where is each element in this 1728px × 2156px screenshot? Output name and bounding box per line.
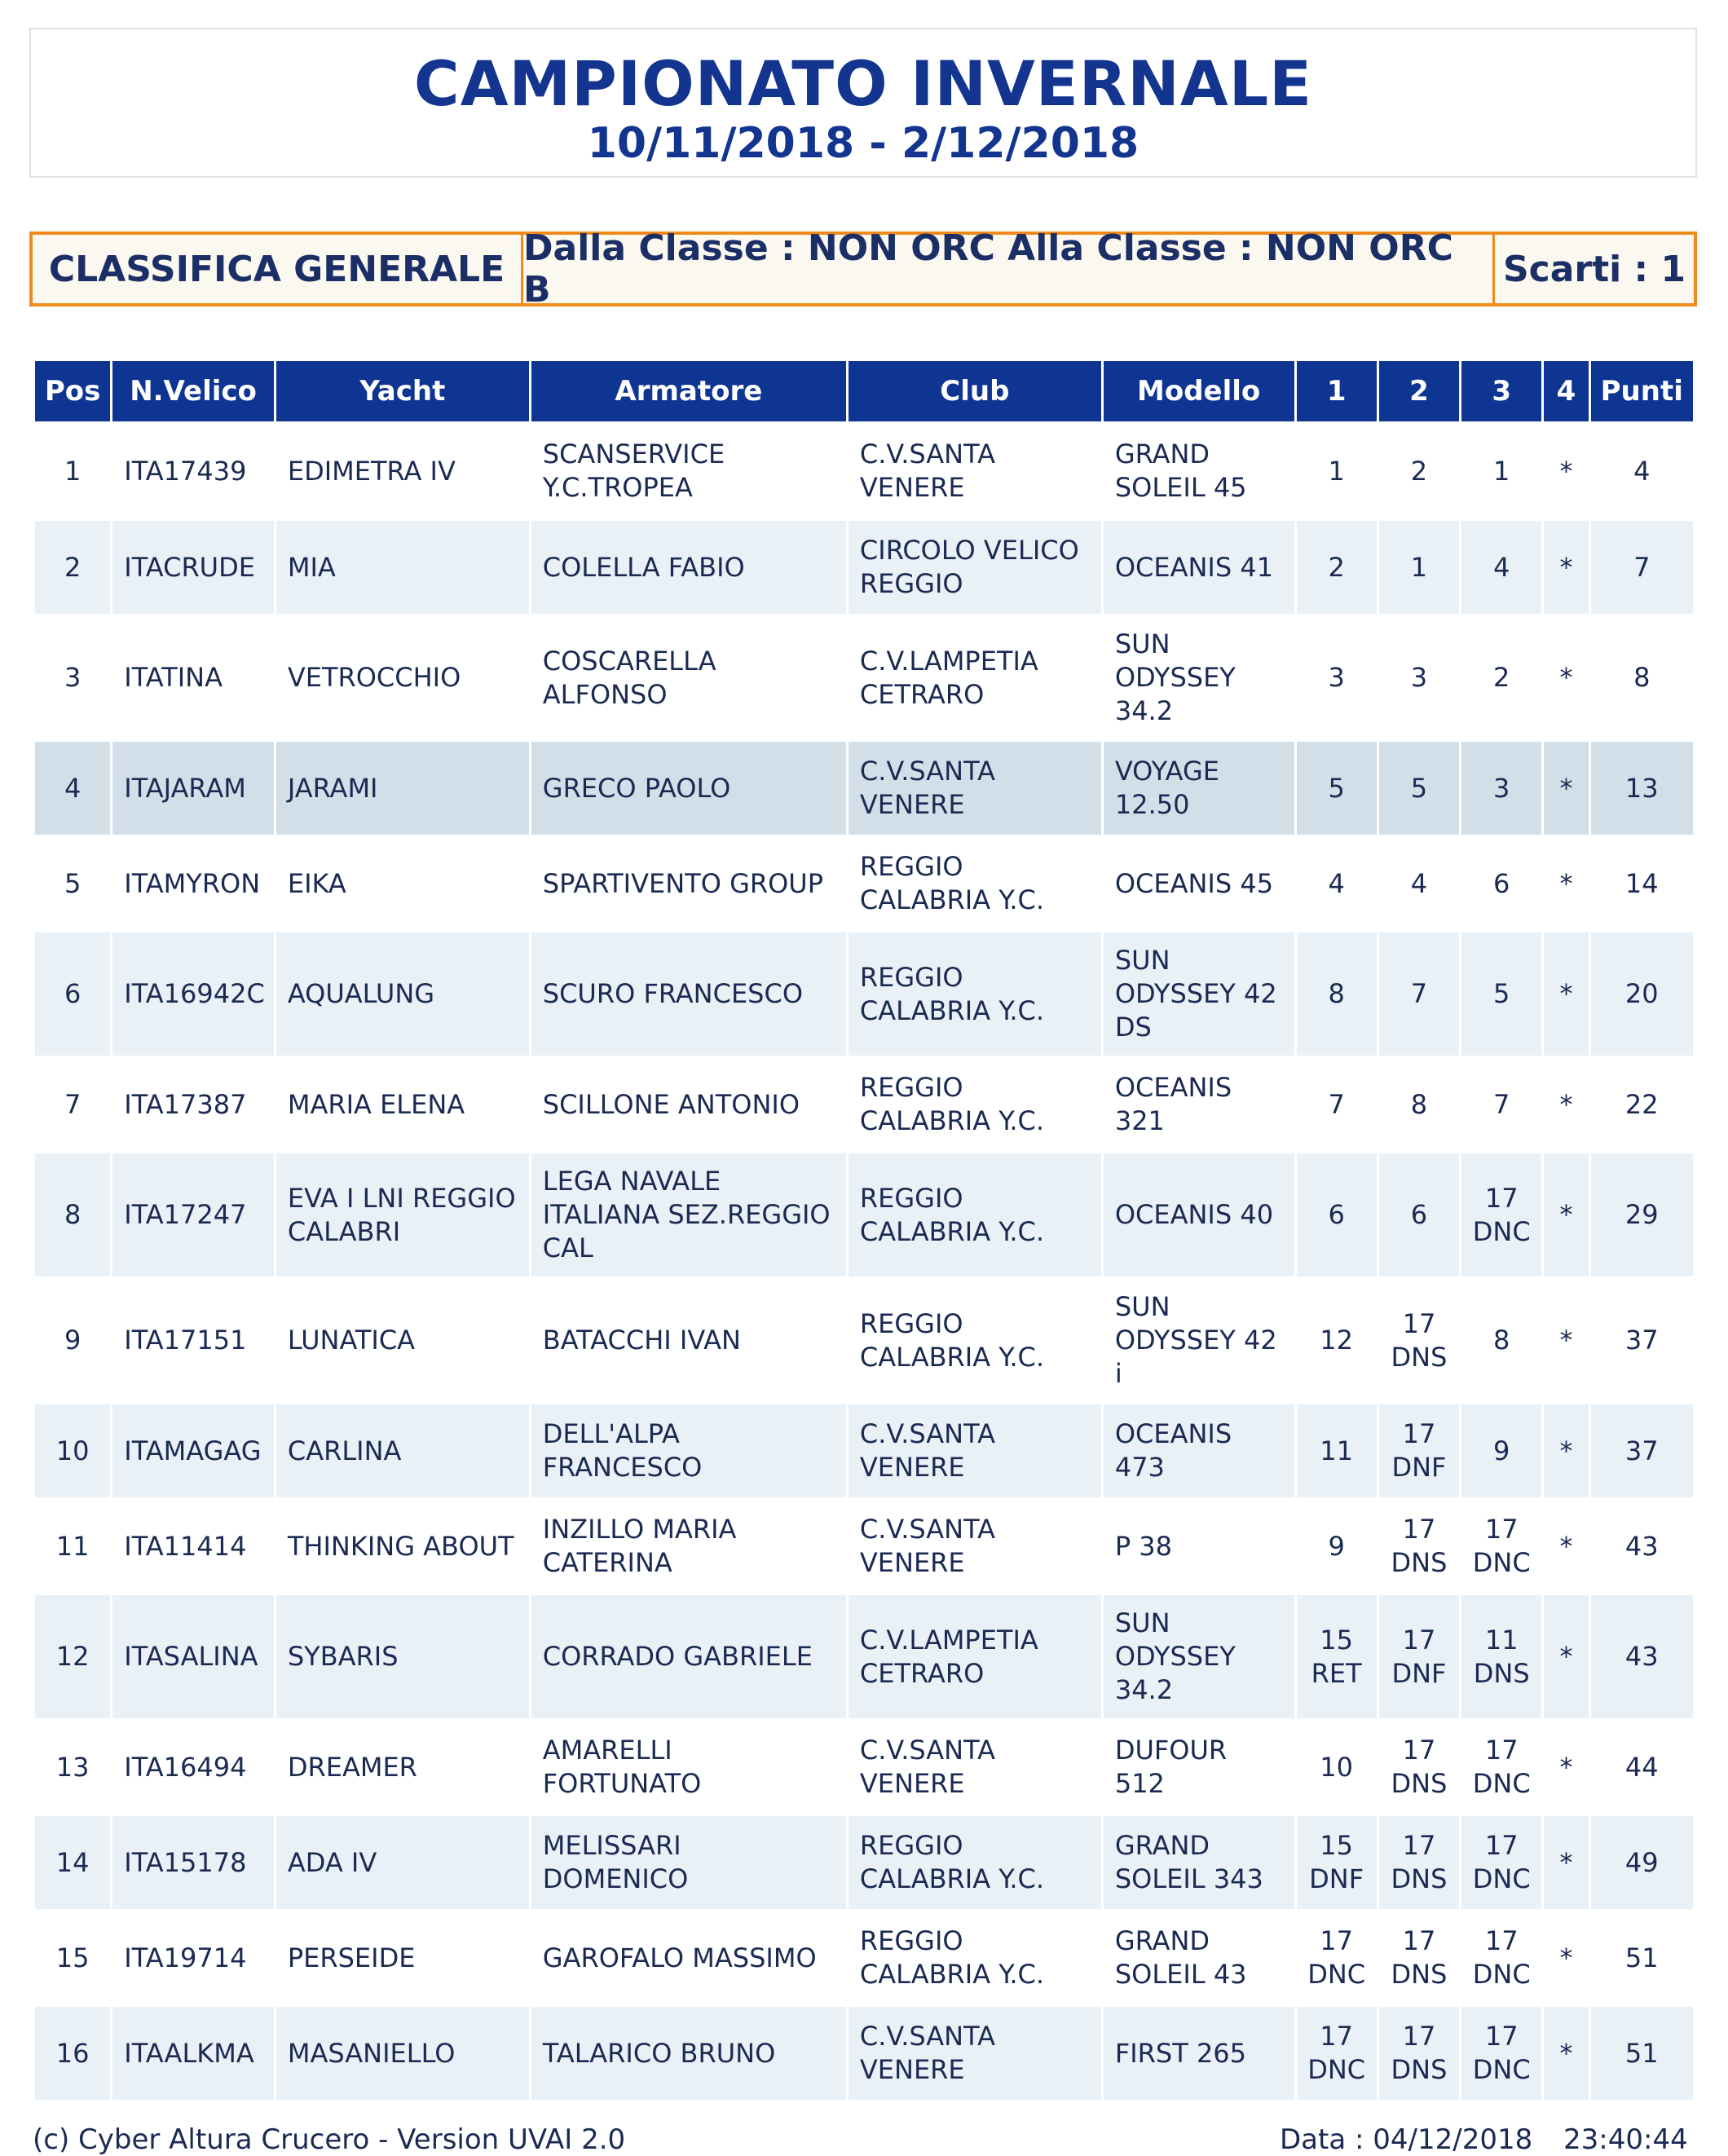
cell-race-4: * [1544, 1816, 1588, 1909]
cell-pos: 2 [35, 521, 110, 614]
cell-club: C.V.SANTA VENERE [849, 1500, 1101, 1593]
date-range: 10/11/2018 - 2/12/2018 [587, 119, 1140, 168]
cell-points: 49 [1591, 1816, 1693, 1909]
cell-pos: 12 [35, 1595, 110, 1718]
cell-yacht: EIKA [276, 837, 529, 930]
cell-yacht: DREAMER [276, 1721, 529, 1814]
cell-points: 13 [1591, 742, 1693, 835]
cell-model: SUN ODYSSEY 34.2 [1104, 1595, 1294, 1718]
cell-club: C.V.SANTA VENERE [849, 742, 1101, 835]
cell-model: DUFOUR 512 [1104, 1721, 1294, 1814]
cell-owner: LEGA NAVALE ITALIANA SEZ.REGGIO CAL [531, 1153, 846, 1276]
cell-model: SUN ODYSSEY 42 DS [1104, 933, 1294, 1056]
cell-race-1: 17 DNC [1297, 1911, 1377, 2004]
cell-race-1: 9 [1297, 1500, 1377, 1593]
cell-pos: 7 [35, 1058, 110, 1151]
cell-race-4: * [1544, 1911, 1588, 2004]
cell-model: FIRST 265 [1104, 2007, 1294, 2100]
cell-pos: 13 [35, 1721, 110, 1814]
cell-pos: 8 [35, 1153, 110, 1276]
cell-race-2: 3 [1379, 616, 1459, 739]
cell-race-3: 5 [1461, 933, 1541, 1056]
cell-race-3: 9 [1461, 1404, 1541, 1497]
cell-race-2: 7 [1379, 933, 1459, 1056]
col-header-race-1: 1 [1297, 361, 1377, 421]
cell-race-4: * [1544, 1153, 1588, 1276]
cell-model: OCEANIS 40 [1104, 1153, 1294, 1276]
col-header-yacht: Yacht [276, 361, 529, 421]
cell-sail-number: ITA17439 [112, 424, 274, 518]
col-header-model: Modello [1104, 361, 1294, 421]
cell-owner: COSCARELLA ALFONSO [531, 616, 846, 739]
cell-race-4: * [1544, 1279, 1588, 1402]
cell-yacht: AQUALUNG [276, 933, 529, 1056]
table-row [35, 742, 1693, 835]
cell-race-1: 5 [1297, 742, 1377, 835]
cell-owner: BATACCHI IVAN [531, 1279, 846, 1402]
cell-race-3: 3 [1461, 742, 1541, 835]
cell-owner: GRECO PAOLO [531, 742, 846, 835]
cell-model: GRAND SOLEIL 343 [1104, 1816, 1294, 1909]
cell-race-2: 1 [1379, 521, 1459, 614]
cell-club: CIRCOLO VELICO REGGIO [849, 521, 1101, 614]
cell-race-4: * [1544, 2007, 1588, 2100]
table-row [35, 1816, 1693, 1909]
cell-club: C.V.SANTA VENERE [849, 1721, 1101, 1814]
col-header-pos: Pos [35, 361, 110, 421]
header-row [35, 361, 1693, 421]
cell-race-4: * [1544, 1404, 1588, 1497]
cell-sail-number: ITAMAGAG [112, 1404, 274, 1497]
cell-points: 43 [1591, 1595, 1693, 1718]
cell-club: REGGIO CALABRIA Y.C. [849, 933, 1101, 1056]
cell-points: 8 [1591, 616, 1693, 739]
cell-race-3: 7 [1461, 1058, 1541, 1151]
cell-club: C.V.LAMPETIA CETRARO [849, 616, 1101, 739]
col-header-club: Club [849, 361, 1101, 421]
cell-yacht: MARIA ELENA [276, 1058, 529, 1151]
ranking-label: CLASSIFICA GENERALE [33, 235, 523, 303]
cell-club: C.V.SANTA VENERE [849, 424, 1101, 518]
cell-pos: 16 [35, 2007, 110, 2100]
cell-owner: AMARELLI FORTUNATO [531, 1721, 846, 1814]
col-header-race-3: 3 [1461, 361, 1541, 421]
cell-points: 37 [1591, 1279, 1693, 1402]
cell-model: P 38 [1104, 1500, 1294, 1593]
cell-sail-number: ITA19714 [112, 1911, 274, 2004]
cell-pos: 14 [35, 1816, 110, 1909]
cell-club: C.V.SANTA VENERE [849, 2007, 1101, 2100]
cell-yacht: ADA IV [276, 1816, 529, 1909]
cell-race-1: 15 RET [1297, 1595, 1377, 1718]
cell-pos: 11 [35, 1500, 110, 1593]
cell-pos: 5 [35, 837, 110, 930]
table-row [35, 424, 1693, 518]
cell-race-2: 8 [1379, 1058, 1459, 1151]
cell-race-3: 11 DNS [1461, 1595, 1541, 1718]
cell-race-3: 17 DNC [1461, 1721, 1541, 1814]
cell-club: REGGIO CALABRIA Y.C. [849, 1911, 1101, 2004]
cell-race-2: 6 [1379, 1153, 1459, 1276]
cell-race-2: 5 [1379, 742, 1459, 835]
cell-points: 14 [1591, 837, 1693, 930]
cell-race-4: * [1544, 616, 1588, 739]
class-summary-bar [29, 227, 1697, 311]
cell-race-2: 17 DNF [1379, 1595, 1459, 1718]
cell-race-4: * [1544, 742, 1588, 835]
cell-race-3: 1 [1461, 424, 1541, 518]
cell-owner: MELISSARI DOMENICO [531, 1816, 846, 1909]
cell-yacht: PERSEIDE [276, 1911, 529, 2004]
cell-race-2: 17 DNF [1379, 1404, 1459, 1497]
col-header-race-2: 2 [1379, 361, 1459, 421]
table-row [35, 616, 1693, 739]
cell-race-3: 17 DNC [1461, 1911, 1541, 2004]
cell-race-1: 15 DNF [1297, 1816, 1377, 1909]
cell-points: 51 [1591, 1911, 1693, 2004]
cell-race-3: 4 [1461, 521, 1541, 614]
cell-sail-number: ITA17387 [112, 1058, 274, 1151]
cell-race-2: 17 DNS [1379, 1816, 1459, 1909]
discards-count: Scarti : 1 [1502, 248, 1686, 290]
cell-race-2: 17 DNS [1379, 2007, 1459, 2100]
cell-owner: SPARTIVENTO GROUP [531, 837, 846, 930]
cell-race-1: 12 [1297, 1279, 1377, 1402]
cell-points: 4 [1591, 424, 1693, 518]
cell-sail-number: ITA16942C [112, 933, 274, 1056]
cell-race-1: 4 [1297, 837, 1377, 930]
cell-pos: 10 [35, 1404, 110, 1497]
cell-race-1: 17 DNC [1297, 2007, 1377, 2100]
cell-points: 20 [1591, 933, 1693, 1056]
cell-yacht: LUNATICA [276, 1279, 529, 1402]
table-row [35, 837, 1693, 930]
results-table [33, 359, 1695, 2102]
cell-owner: INZILLO MARIA CATERINA [531, 1500, 846, 1593]
cell-owner: DELL'ALPA FRANCESCO [531, 1404, 846, 1497]
cell-points: 43 [1591, 1500, 1693, 1593]
cell-race-4: * [1544, 424, 1588, 518]
col-header-race-4: 4 [1544, 361, 1588, 421]
cell-yacht: THINKING ABOUT [276, 1500, 529, 1593]
cell-owner: COLELLA FABIO [531, 521, 846, 614]
cell-race-3: 6 [1461, 837, 1541, 930]
cell-owner: TALARICO BRUNO [531, 2007, 846, 2100]
cell-race-4: * [1544, 1721, 1588, 1814]
cell-race-1: 2 [1297, 521, 1377, 614]
cell-race-4: * [1544, 1058, 1588, 1151]
cell-club: C.V.LAMPETIA CETRARO [849, 1595, 1101, 1718]
cell-model: SUN ODYSSEY 42 i [1104, 1279, 1294, 1402]
table-row [35, 1595, 1693, 1718]
cell-sail-number: ITAALKMA [112, 2007, 274, 2100]
table-row [35, 933, 1693, 1056]
cell-points: 51 [1591, 2007, 1693, 2100]
cell-owner: SCILLONE ANTONIO [531, 1058, 846, 1151]
cell-race-4: * [1544, 1500, 1588, 1593]
cell-pos: 15 [35, 1911, 110, 2004]
cell-race-4: * [1544, 1595, 1588, 1718]
results-body [35, 424, 1693, 2100]
table-row [35, 521, 1693, 614]
cell-model: VOYAGE 12.50 [1104, 742, 1294, 835]
cell-race-1: 6 [1297, 1153, 1377, 1276]
cell-club: REGGIO CALABRIA Y.C. [849, 1279, 1101, 1402]
cell-race-3: 8 [1461, 1279, 1541, 1402]
cell-club: REGGIO CALABRIA Y.C. [849, 837, 1101, 930]
cell-sail-number: ITA17151 [112, 1279, 274, 1402]
cell-sail-number: ITA16494 [112, 1721, 274, 1814]
table-row [35, 1721, 1693, 1814]
cell-race-2: 4 [1379, 837, 1459, 930]
cell-club: REGGIO CALABRIA Y.C. [849, 1816, 1101, 1909]
table-row [35, 1153, 1693, 1276]
col-header-owner: Armatore [531, 361, 846, 421]
cell-yacht: VETROCCHIO [276, 616, 529, 739]
table-row [35, 1500, 1693, 1593]
cell-model: GRAND SOLEIL 43 [1104, 1911, 1294, 2004]
cell-sail-number: ITA17247 [112, 1153, 274, 1276]
cell-sail-number: ITA15178 [112, 1816, 274, 1909]
cell-club: REGGIO CALABRIA Y.C. [849, 1058, 1101, 1151]
table-row [35, 1279, 1693, 1402]
cell-model: OCEANIS 321 [1104, 1058, 1294, 1151]
footer-credit: (c) Cyber Altura Crucero - Version UVAI 2.0 [33, 2123, 626, 2156]
cell-yacht: EVA I LNI REGGIO CALABRI [276, 1153, 529, 1276]
cell-race-1: 1 [1297, 424, 1377, 518]
table-row [35, 1058, 1693, 1151]
cell-owner: SCANSERVICE Y.C.TROPEA [531, 424, 846, 518]
cell-model: OCEANIS 473 [1104, 1404, 1294, 1497]
cell-owner: CORRADO GABRIELE [531, 1595, 846, 1718]
cell-points: 37 [1591, 1404, 1693, 1497]
footer-time: 23:40:44 [1563, 2123, 1688, 2156]
cell-race-1: 7 [1297, 1058, 1377, 1151]
cell-race-3: 17 DNC [1461, 2007, 1541, 2100]
cell-yacht: EDIMETRA IV [276, 424, 529, 518]
cell-race-1: 10 [1297, 1721, 1377, 1814]
cell-model: OCEANIS 45 [1104, 837, 1294, 930]
class-range: Dalla Classe : NON ORC Alla Classe : NON ORC B [523, 235, 1495, 303]
cell-race-1: 11 [1297, 1404, 1377, 1497]
cell-owner: GAROFALO MASSIMO [531, 1911, 846, 2004]
cell-points: 22 [1591, 1058, 1693, 1151]
cell-sail-number: ITATINA [112, 616, 274, 739]
cell-race-2: 17 DNS [1379, 1500, 1459, 1593]
cell-race-4: * [1544, 837, 1588, 930]
footer-date: Data : 04/12/2018 [1280, 2123, 1533, 2156]
cell-race-2: 17 DNS [1379, 1721, 1459, 1814]
title-box [29, 28, 1697, 178]
cell-race-2: 17 DNS [1379, 1279, 1459, 1402]
cell-points: 7 [1591, 521, 1693, 614]
cell-sail-number: ITASALINA [112, 1595, 274, 1718]
cell-yacht: JARAMI [276, 742, 529, 835]
cell-pos: 4 [35, 742, 110, 835]
cell-race-3: 2 [1461, 616, 1541, 739]
cell-yacht: SYBARIS [276, 1595, 529, 1718]
cell-pos: 1 [35, 424, 110, 518]
table-row [35, 2007, 1693, 2100]
cell-race-1: 3 [1297, 616, 1377, 739]
cell-yacht: CARLINA [276, 1404, 529, 1497]
cell-points: 29 [1591, 1153, 1693, 1276]
cell-points: 44 [1591, 1721, 1693, 1814]
cell-sail-number: ITAJARAM [112, 742, 274, 835]
cell-pos: 3 [35, 616, 110, 739]
cell-owner: SCURO FRANCESCO [531, 933, 846, 1056]
cell-sail-number: ITACRUDE [112, 521, 274, 614]
cell-race-3: 17 DNC [1461, 1816, 1541, 1909]
cell-race-4: * [1544, 521, 1588, 614]
cell-race-3: 17 DNC [1461, 1500, 1541, 1593]
cell-sail-number: ITA11414 [112, 1500, 274, 1593]
cell-model: OCEANIS 41 [1104, 521, 1294, 614]
table-row [35, 1911, 1693, 2004]
cell-club: REGGIO CALABRIA Y.C. [849, 1153, 1101, 1276]
cell-yacht: MASANIELLO [276, 2007, 529, 2100]
table-row [35, 1404, 1693, 1497]
cell-race-2: 2 [1379, 424, 1459, 518]
cell-race-4: * [1544, 933, 1588, 1056]
cell-sail-number: ITAMYRON [112, 837, 274, 930]
cell-race-3: 17 DNC [1461, 1153, 1541, 1276]
cell-pos: 9 [35, 1279, 110, 1402]
page-title: CAMPIONATO INVERNALE [413, 47, 1313, 120]
cell-yacht: MIA [276, 521, 529, 614]
cell-race-1: 8 [1297, 933, 1377, 1056]
cell-pos: 6 [35, 933, 110, 1056]
col-header-points: Punti [1591, 361, 1693, 421]
cell-club: C.V.SANTA VENERE [849, 1404, 1101, 1497]
cell-race-2: 17 DNS [1379, 1911, 1459, 2004]
cell-model: SUN ODYSSEY 34.2 [1104, 616, 1294, 739]
col-header-sail-number: N.Velico [112, 361, 274, 421]
cell-model: GRAND SOLEIL 45 [1104, 424, 1294, 518]
